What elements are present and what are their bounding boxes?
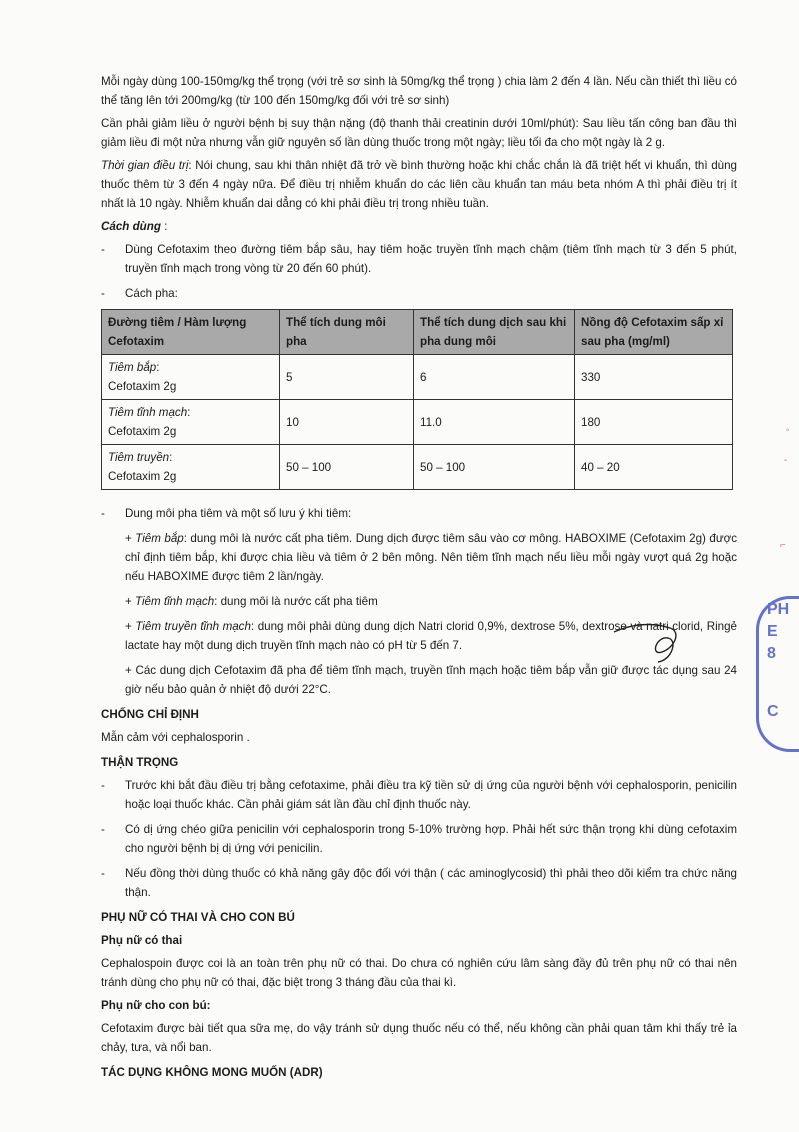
route-name: Tiêm bắp — [108, 361, 157, 374]
adr-heading: TÁC DỤNG KHÔNG MONG MUỐN (ADR) — [101, 1066, 323, 1079]
storage-text: Các dung dịch Cefotaxim đã pha để tiêm tĩnh mạch, truyền tĩnh mạch hoặc tiêm bắp vẫn giữ được tác dụng sau 24 giờ nếu bảo quản ở nhiệt độ dưới 22°C. — [125, 664, 737, 696]
table-row — [102, 400, 733, 445]
duration-text: : Nói chung, sau khi thân nhiệt đã trở về bình thường hoặc khi chắc chắn là đã triệt hết vi khuẩn, thì dùng thuốc thêm từ 3 đến 4 ngày nữa. Để điều trị nhiễm khuẩn do các liên cầu khuẩn tan máu beta nhóm A thì phải điều trị ít nhất là 10 ngày. Nhiễm khuẩn dai dẳng có khi phải điều trị trong nhiều tuần. — [101, 159, 737, 210]
route-cell — [102, 445, 280, 490]
renal-dosage-paragraph: Cần phải giảm liều ở người bệnh bị suy thận nặng (độ thanh thải creatinin dưới 10ml/phút): Sau liều tấn công ban đầu thì giảm liều đi một nửa nhưng vẫn giữ nguyên số lần dùng thuốc trong một ngày; liều tối đa cho một ngày là 2 g. — [101, 117, 737, 149]
plus-bullet: + — [125, 595, 135, 608]
header-volume: Thể tích dung dịch sau khi pha dung môi — [414, 310, 575, 355]
plus-bullet: + — [125, 664, 136, 677]
im-label: Tiêm bắp — [135, 532, 184, 545]
solvent-cell: 10 — [280, 400, 414, 445]
header-route: Đường tiêm / Hàm lượng Cefotaxim — [102, 310, 280, 355]
stamp-line: 8 — [767, 645, 776, 662]
infusion-text: : dung môi phải dùng dung dịch Natri clorid 0,9%, dextrose 5%, dextrose và natri clorid, Ringẻ lactate hay một dung dịch truyền tĩnh mạch nào có pH từ 5 đến 7. — [125, 620, 737, 652]
route-suffix: : — [169, 451, 173, 464]
route-suffix: : — [187, 406, 191, 419]
im-text: : dung môi là nước cất pha tiêm. Dung dịch được tiêm sâu vào cơ mông. HABOXIME (Cefotaxim 2g) được chỉ định tiêm bắp, khi được chia liều và tiêm ở 2 bên mông. Nên tiêm tĩnh mạch nếu liều mỗi ngày vượt quá 2g hoặc nếu HABOXIME được tiêm 2 lần/ngày. — [125, 532, 737, 583]
usage-title-suffix: : — [160, 220, 168, 233]
dash-bullet: - — [101, 507, 105, 520]
table-header-row — [102, 310, 733, 355]
usage-item-text: Dùng Cefotaxim theo đường tiêm bắp sâu, hay tiêm hoặc truyền tĩnh mạch chậm (tiêm tĩnh mạch từ 3 đến 5 phút, truyền tĩnh mạch trong vòng từ 20 đến 60 phút). — [125, 243, 737, 275]
duration-label: Thời gian điều trị — [101, 159, 189, 172]
reconstitution-table — [101, 309, 733, 490]
usage-title — [101, 217, 737, 236]
caution-heading: THẬN TRỌNG — [101, 756, 179, 769]
stamp-line: C — [767, 703, 779, 720]
solvent-intro-text: Dung môi pha tiêm và một số lưu ý khi tiêm: — [125, 507, 352, 520]
volume-cell: 6 — [414, 355, 575, 400]
iv-text: : dung môi là nước cất pha tiêm — [214, 595, 378, 608]
pregnancy-heading: PHỤ NỮ CÓ THAI VÀ CHO CON BÚ — [101, 911, 295, 924]
plus-bullet: + — [125, 532, 136, 545]
infusion-label: Tiêm truyền tĩnh mạch — [135, 620, 251, 633]
dose-text: Cefotaxim 2g — [108, 470, 177, 483]
red-stamp-mark: ⌐ — [780, 540, 786, 551]
contraindication-heading: CHỐNG CHỈ ĐỊNH — [101, 708, 199, 721]
concentration-cell: 40 – 20 — [575, 445, 733, 490]
solvent-cell: 50 – 100 — [280, 445, 414, 490]
dash-bullet: - — [101, 287, 105, 300]
contraindication-text: Mẫn cảm với cephalosporin . — [101, 731, 250, 744]
header-solvent: Thể tích dung môi pha — [280, 310, 414, 355]
solvent-cell: 5 — [280, 355, 414, 400]
document-content — [101, 72, 737, 1086]
iv-label: Tiêm tĩnh mạch — [135, 595, 215, 608]
caution-text: Có dị ứng chéo giữa penicilin với cephalosporin trong 5-10% trường hợp. Phải hết sức thận trọng khi dùng cefotaxim cho người bệnh bị dị ứng với penicilin. — [125, 823, 737, 855]
header-concentration: Nồng độ Cefotaxim sấp xỉ sau pha (mg/ml) — [575, 310, 733, 355]
table-row — [102, 445, 733, 490]
caution-item — [101, 864, 737, 902]
dosage-paragraph: Mỗi ngày dùng 100-150mg/kg thể trọng (với trẻ sơ sinh là 50mg/kg thể trọng ) chia làm 2 đến 4 lần. Nếu cần thiết thì liều có thể tăng lên tới 200mg/kg (từ 100 đến 150mg/kg đối với trẻ sơ sinh) — [101, 75, 737, 107]
pregnancy-subheading: Phụ nữ có thai — [101, 934, 183, 947]
usage-title-text: Cách dùng — [101, 220, 161, 233]
lactation-subheading: Phụ nữ cho con bú: — [101, 999, 211, 1012]
lactation-text: Cefotaxim được bài tiết qua sữa mẹ, do vậy tránh sử dụng thuốc nếu có thể, nếu không cần phải quan tâm khi thấy trẻ ỉa chảy, tưa, và nổi ban. — [101, 1022, 737, 1054]
dash-bullet: - — [101, 243, 105, 256]
red-stamp-mark: ◦ — [786, 425, 790, 436]
solvent-im-item — [101, 529, 737, 586]
plus-bullet: + — [125, 620, 136, 633]
usage-item — [101, 284, 737, 303]
pregnancy-text: Cephalospoin được coi là an toàn trên phụ nữ có thai. Do chưa có nghiên cứu lâm sàng đầy đủ trên phụ nữ có thai nên tránh dùng cho phụ nữ có thai, đặc biệt trong 3 tháng đầu của thai kì. — [101, 957, 737, 989]
solvent-storage-item — [101, 661, 737, 699]
route-cell — [102, 355, 280, 400]
solvent-iv-item — [101, 592, 737, 611]
caution-item — [101, 820, 737, 858]
volume-cell: 11.0 — [414, 400, 575, 445]
signature-scribble — [612, 614, 692, 664]
dash-bullet: - — [101, 867, 105, 880]
route-name: Tiêm truyền — [108, 451, 170, 464]
caution-item — [101, 776, 737, 814]
usage-item — [101, 240, 737, 278]
usage-item-text: Cách pha: — [125, 287, 178, 300]
dash-bullet: - — [101, 823, 105, 836]
stamp-line: E — [767, 623, 778, 640]
caution-text: Nếu đồng thời dùng thuốc có khả năng gây độc đối với thận ( các aminoglycosid) thì phải theo dõi kiểm tra chức năng thận. — [125, 867, 737, 899]
seal-stamp — [756, 596, 799, 752]
volume-cell: 50 – 100 — [414, 445, 575, 490]
red-stamp-mark: ‑ — [784, 455, 788, 466]
solvent-intro — [101, 504, 737, 523]
concentration-cell: 330 — [575, 355, 733, 400]
route-suffix: : — [156, 361, 160, 374]
route-cell — [102, 400, 280, 445]
table-row — [102, 355, 733, 400]
duration-paragraph — [101, 156, 737, 213]
dose-text: Cefotaxim 2g — [108, 380, 177, 393]
stamp-line: PH — [767, 601, 790, 618]
caution-text: Trước khi bắt đầu điều trị bằng cefotaxime, phải điều tra kỹ tiền sử dị ứng của người bệnh với cephalosporin, penicilin hoặc loại thuốc khác. Cần phải giám sát lần đầu chỉ định thuốc này. — [125, 779, 737, 811]
route-name: Tiêm tĩnh mạch — [108, 406, 188, 419]
concentration-cell: 180 — [575, 400, 733, 445]
dose-text: Cefotaxim 2g — [108, 425, 177, 438]
dash-bullet: - — [101, 779, 105, 792]
